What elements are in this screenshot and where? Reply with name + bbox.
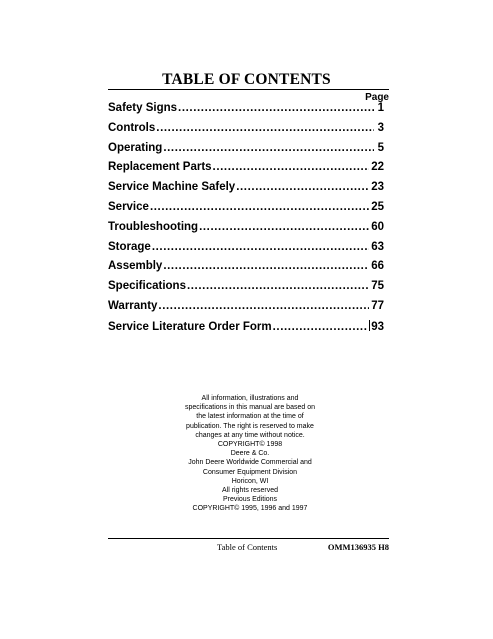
toc-list	[108, 102, 384, 340]
copyright-line: Previous Editions	[222, 496, 278, 504]
toc-entry-warranty[interactable]	[108, 300, 384, 320]
toc-leader-dots	[273, 321, 368, 333]
toc-leader-dots	[152, 241, 369, 253]
toc-entry-operating[interactable]	[108, 142, 384, 162]
toc-leader-dots	[213, 161, 370, 173]
copyright-line: COPYRIGHT© 1995, 1996 and 1997	[192, 505, 308, 513]
toc-entry-page: 3	[377, 121, 384, 134]
toc-entry-service-machine-safely[interactable]	[108, 181, 384, 201]
toc-entry-service[interactable]	[108, 201, 384, 221]
toc-entry-page: 63	[371, 240, 384, 253]
toc-leader-dots	[150, 201, 369, 213]
toc-entry-page: 23	[371, 181, 384, 194]
toc-entry-label: Storage	[108, 240, 151, 253]
toc-entry-label: Service Literature Order Form	[108, 320, 272, 333]
toc-entry-page	[369, 320, 384, 333]
toc-leader-dots	[236, 181, 369, 193]
toc-entry-label: Service	[108, 200, 149, 213]
toc-entry-storage[interactable]	[108, 241, 384, 261]
page-title: TABLE OF CONTENTS	[162, 71, 331, 88]
notice-line: specifications in this manual are based on	[185, 404, 315, 412]
toc-leader-dots	[178, 102, 374, 114]
toc-entry-page: 66	[371, 260, 384, 273]
copyright-line: COPYRIGHT© 1998	[217, 441, 283, 448]
title-rule	[108, 89, 389, 90]
toc-leader-dots	[187, 280, 369, 292]
copyright-line: Horicon, WI	[231, 477, 269, 485]
toc-entry-specifications[interactable]	[108, 280, 384, 300]
notice-line: changes at any time without notice.	[195, 431, 305, 439]
toc-entry-page-number: 93	[371, 320, 384, 333]
toc-entry-page: 25	[371, 200, 384, 213]
toc-leader-dots	[199, 221, 369, 233]
toc-entry-label: Safety Signs	[108, 102, 178, 114]
copyright-line: Consumer Equipment Division	[202, 468, 298, 476]
footer-doc-code: OMM136935 H8	[327, 542, 389, 552]
toc-entry-label: Specifications	[108, 280, 186, 293]
footer-rule	[108, 538, 389, 539]
toc-entry-page: 77	[371, 299, 384, 312]
toc-entry-page: 1	[377, 102, 384, 114]
copyright-line: All rights reserved	[221, 487, 279, 495]
toc-entry-label: Assembly	[108, 260, 163, 273]
notice-line: the latest information at the time of	[196, 413, 304, 421]
toc-leader-dots	[158, 300, 369, 312]
toc-entry-controls[interactable]	[108, 122, 384, 142]
footer-section-title: Table of Contents	[217, 542, 278, 552]
toc-entry-page: 60	[371, 220, 384, 233]
toc-entry-label: Warranty	[108, 299, 158, 312]
notice-line: All information, illustrations and	[201, 395, 299, 402]
toc-leader-dots	[156, 122, 374, 134]
toc-leader-dots	[163, 260, 369, 272]
toc-entry-page: 75	[371, 280, 384, 293]
copyright-line: John Deere Worldwide Commercial and	[188, 459, 312, 467]
toc-entry-label: Troubleshooting	[108, 220, 199, 233]
toc-entry-page: 22	[371, 161, 384, 174]
toc-entry-assembly[interactable]	[108, 260, 384, 280]
toc-entry-label: Service Machine Safely	[108, 181, 236, 194]
toc-entry-replacement-parts[interactable]	[108, 161, 384, 181]
copyright-line: Deere & Co.	[230, 450, 270, 458]
notice-line: publication. The right is reserved to make	[186, 422, 314, 430]
toc-entry-safety-signs[interactable]	[108, 102, 384, 122]
page-column-label: Page	[365, 92, 389, 103]
toc-leader-dots	[163, 142, 374, 154]
toc-entry-label: Replacement Parts	[108, 161, 212, 174]
copyright-block	[150, 440, 350, 514]
toc-entry-label: Operating	[108, 141, 163, 154]
toc-entry-service-literature-order-form[interactable]	[108, 320, 384, 340]
toc-entry-label: Controls	[108, 121, 156, 134]
toc-entry-page: 5	[377, 141, 384, 154]
disclaimer-notice	[150, 394, 350, 440]
toc-entry-troubleshooting[interactable]	[108, 221, 384, 241]
